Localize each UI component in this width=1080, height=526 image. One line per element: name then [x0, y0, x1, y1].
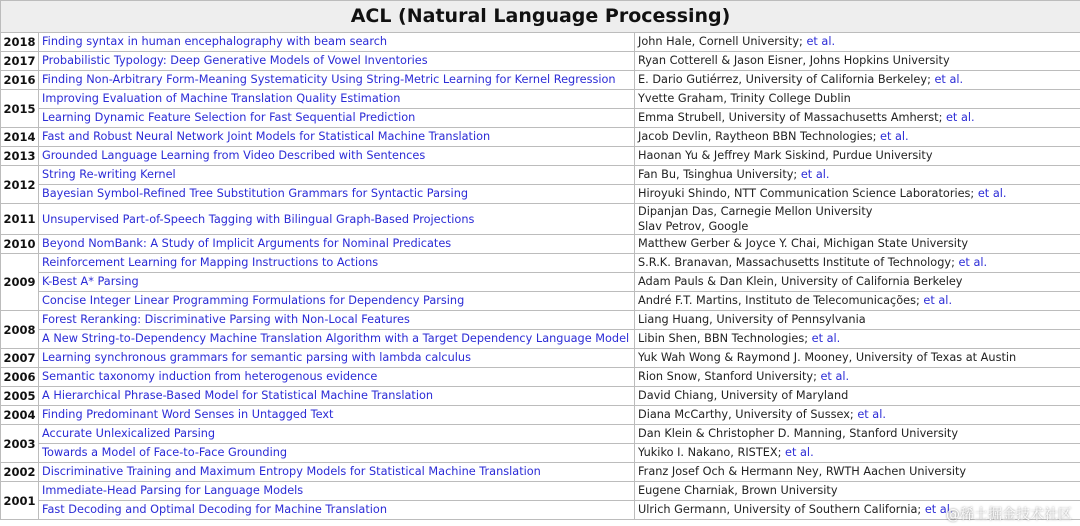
paper-title-link[interactable]: Fast Decoding and Optimal Decoding for Machine Translation [42, 503, 387, 516]
paper-title-link[interactable]: Finding syntax in human encephalography with beam search [42, 35, 388, 48]
table-row [1, 71, 1080, 90]
et-al-link[interactable]: et al. [857, 408, 886, 421]
authors-cell [635, 368, 1080, 387]
et-al-link[interactable]: et al. [945, 111, 975, 124]
table-row [1, 109, 1080, 128]
table-body [1, 33, 1080, 520]
paper-cell [39, 425, 635, 444]
authors-cell [635, 406, 1080, 425]
authors-cell [635, 166, 1080, 185]
paper-cell [39, 185, 635, 204]
paper-cell [39, 482, 635, 501]
authors-cell [635, 254, 1080, 273]
table-row [1, 273, 1080, 292]
paper-cell [39, 90, 635, 109]
paper-title-link[interactable]: A Hierarchical Phrase-Based Model for Statistical Machine Translation [42, 389, 434, 402]
table-row [1, 387, 1080, 406]
table-row [1, 185, 1080, 204]
paper-cell [39, 292, 635, 311]
paper-title-link[interactable]: Immediate-Head Parsing for Language Models [42, 484, 304, 497]
year-cell: 2009 [1, 254, 39, 311]
paper-cell [39, 387, 635, 406]
paper-cell [39, 501, 635, 520]
year-cell: 2016 [1, 71, 39, 90]
authors-cell [635, 273, 1080, 292]
paper-title-link[interactable]: String Re-writing Kernel [42, 168, 176, 181]
et-al-link[interactable]: et al. [977, 187, 1007, 200]
paper-cell [39, 71, 635, 90]
year-cell: 2011 [1, 204, 39, 235]
authors-text: Ulrich Germann, University of Southern California; [638, 503, 922, 516]
paper-title-link[interactable]: A New String-to-Dependency Machine Translation Algorithm with a Target Dependency Language Model [42, 332, 630, 345]
year-cell: 2014 [1, 128, 39, 147]
table-row [1, 406, 1080, 425]
table-row [1, 330, 1080, 349]
paper-cell [39, 109, 635, 128]
year-cell: 2008 [1, 311, 39, 349]
table-row [1, 444, 1080, 463]
authors-text: Emma Strubell, University of Massachusetts Amherst; [638, 111, 943, 124]
table-row [1, 425, 1080, 444]
authors-cell [635, 235, 1080, 254]
paper-cell [39, 33, 635, 52]
paper-title-link[interactable]: Grounded Language Learning from Video Described with Sentences [42, 149, 426, 162]
authors-cell [635, 292, 1080, 311]
authors-text: Dan Klein & Christopher D. Manning, Stanford University [638, 427, 959, 440]
table-row [1, 254, 1080, 273]
paper-cell [39, 330, 635, 349]
authors-text: Haonan Yu & Jeffrey Mark Siskind, Purdue University [638, 149, 933, 162]
paper-cell [39, 368, 635, 387]
et-al-link[interactable]: et al. [811, 332, 841, 345]
paper-title-link[interactable]: Probabilistic Typology: Deep Generative Models of Vowel Inventories [42, 54, 428, 67]
authors-text: Yvette Graham, Trinity College Dublin [638, 92, 851, 105]
authors-text: Fan Bu, Tsinghua University; [638, 168, 798, 181]
table-row [1, 235, 1080, 254]
authors-text: Diana McCarthy, University of Sussex; [638, 408, 854, 421]
authors-cell [635, 71, 1080, 90]
table-row [1, 90, 1080, 109]
paper-cell [39, 273, 635, 292]
authors-text: Adam Pauls & Dan Klein, University of California Berkeley [638, 275, 963, 288]
table-row [1, 463, 1080, 482]
authors-text: Rion Snow, Stanford University; [638, 370, 817, 383]
table-row [1, 52, 1080, 71]
authors-cell [635, 33, 1080, 52]
table-row [1, 311, 1080, 330]
table-row [1, 204, 1080, 235]
table-row [1, 482, 1080, 501]
year-cell: 2001 [1, 482, 39, 520]
paper-title-link[interactable]: Finding Predominant Word Senses in Untagged Text [42, 408, 334, 421]
table-row [1, 368, 1080, 387]
authors-cell [635, 128, 1080, 147]
table-row [1, 33, 1080, 52]
paper-cell [39, 235, 635, 254]
paper-title-link[interactable]: Unsupervised Part-of-Speech Tagging with Bilingual Graph-Based Projections [42, 212, 475, 226]
paper-cell [39, 349, 635, 368]
paper-cell [39, 406, 635, 425]
authors-text: Eugene Charniak, Brown University [638, 484, 838, 497]
authors-cell [635, 147, 1080, 166]
authors-cell [635, 185, 1080, 204]
table-row [1, 166, 1080, 185]
paper-title-link[interactable]: Learning Dynamic Feature Selection for Fast Sequential Prediction [42, 111, 416, 124]
et-al-link[interactable]: et al. [800, 168, 830, 181]
paper-cell [39, 311, 635, 330]
et-al-link[interactable]: et al. [958, 256, 988, 269]
authors-text-second-line: Slav Petrov, Google [638, 220, 749, 233]
table-row [1, 128, 1080, 147]
et-al-link[interactable]: et al. [934, 73, 964, 86]
year-cell: 2003 [1, 425, 39, 463]
year-cell: 2002 [1, 463, 39, 482]
paper-title-link[interactable]: Accurate Unlexicalized Parsing [42, 427, 216, 440]
table-row [1, 292, 1080, 311]
paper-cell [39, 166, 635, 185]
authors-text: Hiroyuki Shindo, NTT Communication Science Laboratories; [638, 187, 975, 200]
authors-text: Jacob Devlin, Raytheon BBN Technologies; [638, 130, 877, 143]
year-cell: 2007 [1, 349, 39, 368]
authors-text: André F.T. Martins, Instituto de Telecomunicações; [638, 294, 920, 307]
paper-cell [39, 204, 635, 235]
authors-text: Dipanjan Das, Carnegie Mellon University [638, 205, 873, 218]
authors-text: Ryan Cotterell & Jason Eisner, Johns Hopkins University [638, 54, 950, 67]
year-cell: 2015 [1, 90, 39, 128]
authors-cell [635, 387, 1080, 406]
paper-cell [39, 463, 635, 482]
authors-text: Libin Shen, BBN Technologies; [638, 332, 809, 345]
authors-cell [635, 349, 1080, 368]
paper-title-link[interactable]: K-Best A* Parsing [42, 275, 139, 288]
authors-cell [635, 444, 1080, 463]
authors-text: John Hale, Cornell University; [638, 35, 803, 48]
et-al-link[interactable]: et al. [924, 503, 954, 516]
authors-cell [635, 463, 1080, 482]
paper-title-link[interactable]: Bayesian Symbol-Refined Tree Substitution Grammars for Syntactic Parsing [42, 187, 469, 200]
et-al-link[interactable]: et al. [820, 370, 850, 383]
authors-cell [635, 311, 1080, 330]
paper-title-link[interactable]: Semantic taxonomy induction from heterogenous evidence [42, 370, 378, 383]
authors-text: E. Dario Gutiérrez, University of California Berkeley; [638, 73, 931, 86]
paper-cell [39, 254, 635, 273]
authors-cell [635, 330, 1080, 349]
et-al-link[interactable]: et al. [880, 130, 909, 143]
paper-title-link[interactable]: Discriminative Training and Maximum Entropy Models for Statistical Machine Translation [42, 465, 541, 478]
et-al-link[interactable]: et al. [923, 294, 953, 307]
paper-title-link[interactable]: Improving Evaluation of Machine Translation Quality Estimation [42, 92, 401, 105]
authors-cell [635, 482, 1080, 501]
authors-text: David Chiang, University of Maryland [638, 389, 849, 402]
table-row [1, 501, 1080, 520]
paper-title-link[interactable]: Finding Non-Arbitrary Form-Meaning Systematicity Using String-Metric Learning for Kernel Regression [42, 73, 616, 86]
year-cell: 2005 [1, 387, 39, 406]
paper-title-link[interactable]: Fast and Robust Neural Network Joint Models for Statistical Machine Translation [42, 130, 491, 143]
paper-cell [39, 52, 635, 71]
watermark: @稀土掘金技术社区 [946, 507, 1072, 523]
authors-cell [635, 52, 1080, 71]
table-row [1, 147, 1080, 166]
paper-title-link[interactable]: Reinforcement Learning for Mapping Instructions to Actions [42, 256, 379, 269]
paper-title-link[interactable]: Towards a Model of Face-to-Face Grounding [42, 446, 288, 459]
authors-text: Yukiko I. Nakano, RISTEX; [638, 446, 782, 459]
year-cell: 2017 [1, 52, 39, 71]
paper-title-link[interactable]: Forest Reranking: Discriminative Parsing with Non-Local Features [42, 313, 410, 326]
paper-cell [39, 444, 635, 463]
year-cell: 2004 [1, 406, 39, 425]
authors-text: Yuk Wah Wong & Raymond J. Mooney, University of Texas at Austin [638, 351, 1017, 364]
paper-title-link[interactable]: Concise Integer Linear Programming Formulations for Dependency Parsing [42, 294, 465, 307]
table-title: ACL (Natural Language Processing) [1, 1, 1080, 33]
authors-text: Franz Josef Och & Hermann Ney, RWTH Aachen University [638, 465, 967, 478]
authors-text: Liang Huang, University of Pennsylvania [638, 313, 866, 326]
authors-text: Matthew Gerber & Joyce Y. Chai, Michigan State University [638, 237, 969, 250]
year-cell: 2013 [1, 147, 39, 166]
authors-cell [635, 90, 1080, 109]
paper-cell [39, 128, 635, 147]
year-cell: 2010 [1, 235, 39, 254]
paper-cell [39, 147, 635, 166]
et-al-link[interactable]: et al. [806, 35, 836, 48]
year-cell: 2012 [1, 166, 39, 204]
et-al-link[interactable]: et al. [785, 446, 814, 459]
authors-cell [635, 425, 1080, 444]
authors-cell [635, 204, 1080, 235]
paper-title-link[interactable]: Learning synchronous grammars for semantic parsing with lambda calculus [42, 351, 471, 364]
year-cell: 2006 [1, 368, 39, 387]
paper-title-link[interactable]: Beyond NomBank: A Study of Implicit Arguments for Nominal Predicates [42, 237, 452, 250]
authors-text: S.R.K. Branavan, Massachusetts Institute of Technology; [638, 256, 955, 269]
table-row [1, 349, 1080, 368]
year-cell: 2018 [1, 33, 39, 52]
authors-cell [635, 109, 1080, 128]
